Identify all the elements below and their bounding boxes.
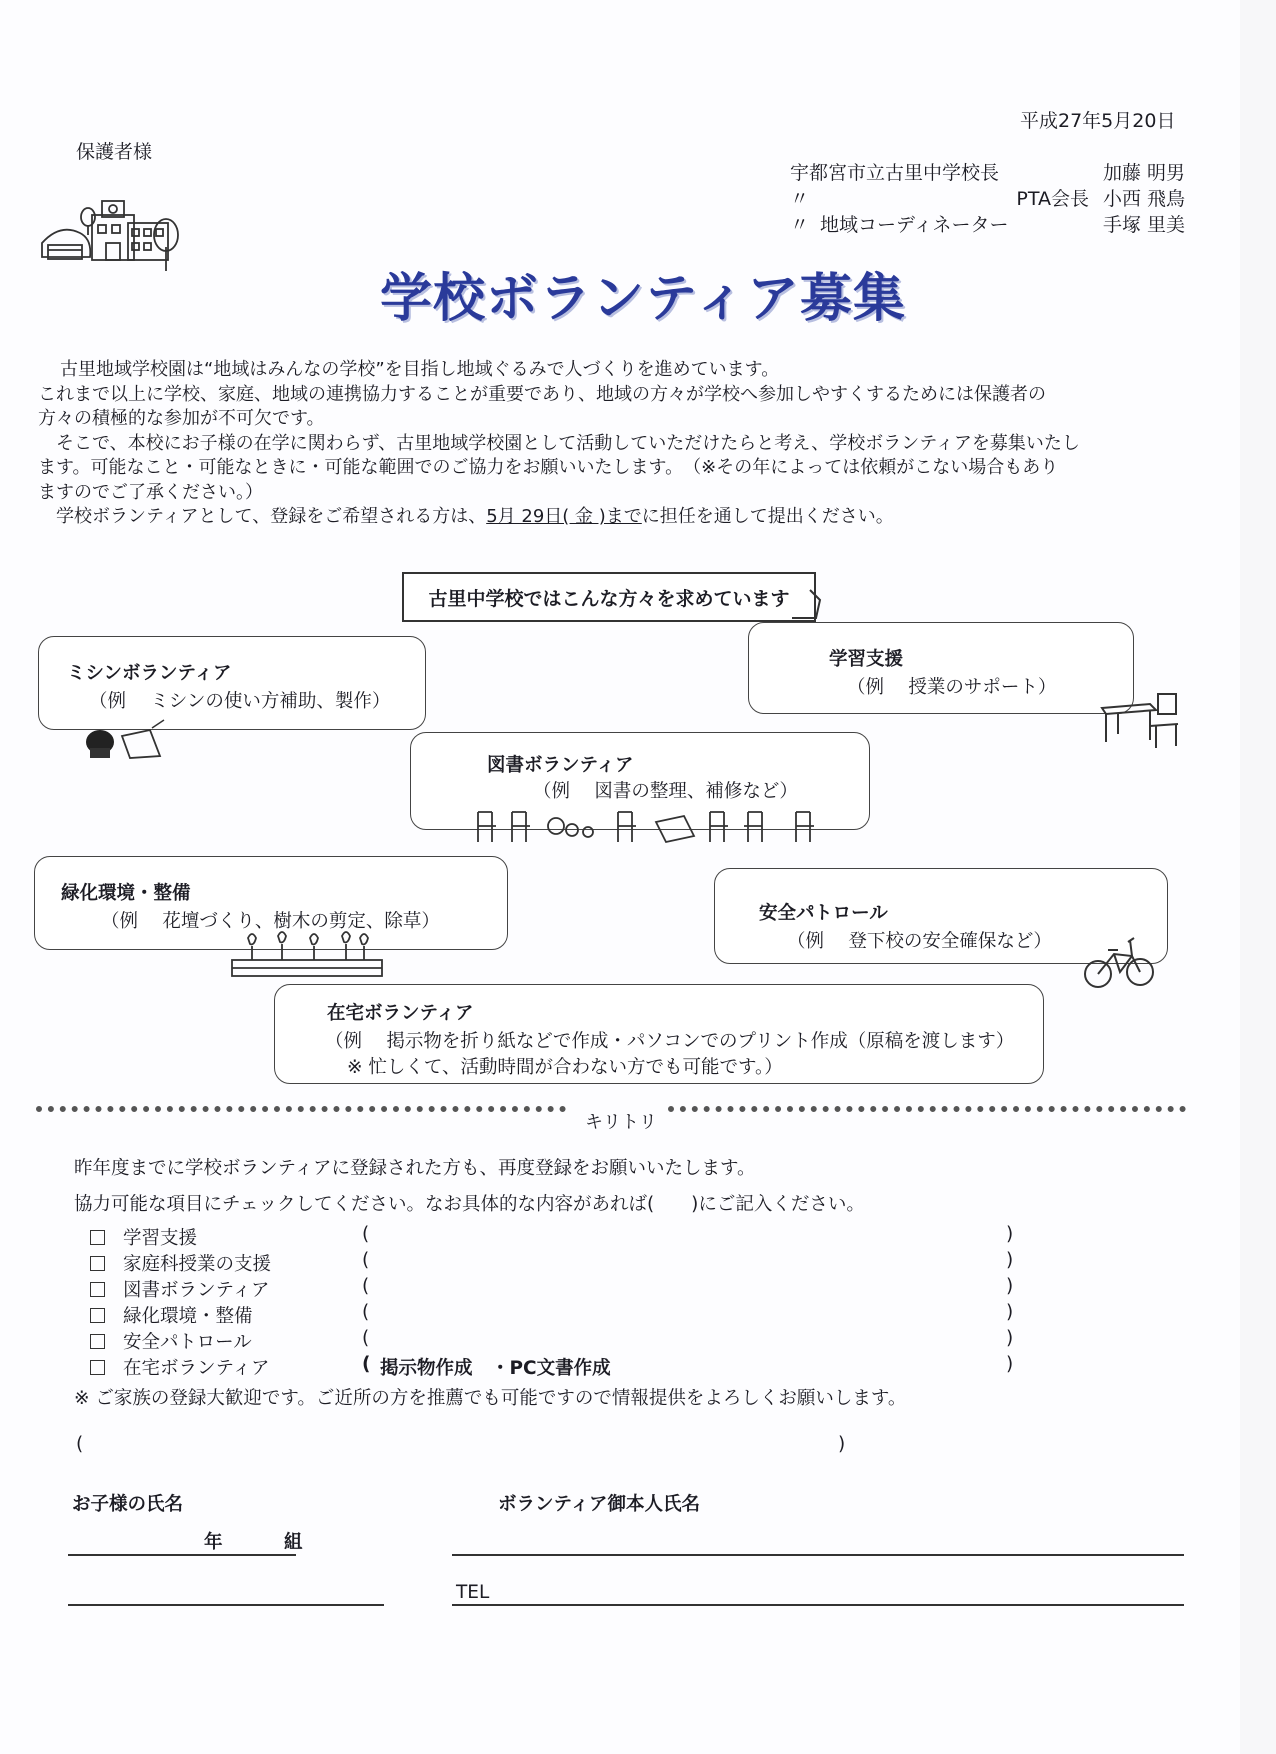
close-paren: ): [1006, 1224, 1014, 1245]
signer-role: 地域コーディネーター: [820, 214, 1009, 236]
ditto-mark: 〃: [790, 214, 810, 236]
signers-block: [790, 158, 1185, 236]
close-paren: ): [1006, 1276, 1014, 1297]
close-paren: ): [1006, 1250, 1014, 1271]
signer-row: [790, 210, 1185, 236]
checkbox[interactable]: [90, 1282, 105, 1297]
signer-name: 小西 飛鳥: [1102, 188, 1185, 210]
open-paren: (: [362, 1250, 370, 1271]
category-name: 安全パトロール: [759, 903, 888, 924]
category-sewing: [38, 636, 426, 730]
cut-line-left: [36, 1106, 566, 1118]
intro-paragraph: そこで、本校にお子様の在学に関わらず、古里地域学校園として活動していただけたらと考え、学校ボランティアを募集いたし: [56, 432, 1080, 454]
close-paren: ): [1006, 1354, 1014, 1375]
open-paren: (: [362, 1328, 370, 1349]
category-home: [274, 984, 1044, 1084]
category-example: （例 花壇づくり、樹木の剪定、除草）: [101, 911, 440, 932]
category-example: （例 登下校の安全確保など）: [787, 931, 1052, 952]
signer-name: 手塚 里美: [1102, 214, 1185, 236]
intro-paragraph: ます。可能なこと・可能なときに・可能な範囲でのご協力をお願いいたします。 （※その年によっては依頼がこない場合もあり: [38, 457, 1059, 478]
preset-detail: 掲示物作成 ・PC文書作成: [380, 1358, 611, 1379]
category-example: （例 掲示物を折り紙などで作成・パソコンでのプリント作成（原稿を渡します）: [325, 1031, 1015, 1052]
tel-line[interactable]: [452, 1604, 1184, 1606]
open-paren: (: [362, 1224, 370, 1245]
category-note: ※ 忙しくて、活動時間が合わない方でも可能です。）: [347, 1057, 783, 1078]
checklist-item[interactable]: [90, 1250, 271, 1276]
category-name: 在宅ボランティア: [327, 1003, 474, 1024]
flower-bed-icon: [228, 926, 386, 980]
tel-label: TEL: [456, 1582, 490, 1603]
chairs-and-books-icon: [470, 808, 830, 848]
checklist-label: 緑化環境・整備: [123, 1306, 253, 1327]
category-name: 緑化環境・整備: [61, 883, 191, 904]
checklist-label: 家庭科授業の支援: [123, 1254, 272, 1275]
recipient: 保護者様: [76, 141, 153, 163]
volunteer-name-label: ボランティア御本人氏名: [498, 1494, 701, 1515]
intro-text: [38, 358, 1188, 530]
ditto-mark: 〃: [790, 188, 810, 210]
checklist-label: 学習支援: [123, 1228, 198, 1249]
category-example: （例 図書の整理、補修など）: [533, 781, 798, 802]
checkbox[interactable]: [90, 1308, 105, 1323]
open-paren: (: [362, 1354, 371, 1375]
form-instruction: 昨年度までに学校ボランティアに登録された方も、再度登録をお願いいたします。: [74, 1158, 756, 1179]
checkbox[interactable]: [90, 1230, 105, 1245]
close-paren: ): [1006, 1328, 1014, 1349]
checklist-item[interactable]: [90, 1354, 270, 1380]
signer-role: 宇都宮市立古里中学校長: [790, 162, 1000, 184]
callout-tail-icon: [790, 572, 820, 618]
intro-paragraph: 古里地域学校園は“地域はみんなの学校”を目指し地域ぐるみで人づくりを進めています。: [60, 359, 780, 380]
checkbox[interactable]: [90, 1256, 105, 1271]
school-building-icon: [40, 195, 180, 275]
issue-date: 平成27年5月20日: [1020, 110, 1176, 132]
grade-class-line[interactable]: [68, 1554, 296, 1556]
deadline-date: 5月 29日( 金 )まで: [486, 506, 642, 527]
page-title: 学校ボランティア募集: [380, 269, 906, 329]
signer-role: PTA会長: [1016, 188, 1089, 210]
cut-line-label: キリトリ: [585, 1112, 657, 1133]
open-paren: (: [362, 1302, 370, 1323]
grade-label: 年: [204, 1532, 223, 1553]
category-example: （例 ミシンの使い方補助、製作）: [89, 691, 391, 712]
sewing-supplies-icon: [80, 718, 170, 760]
volunteer-name-line[interactable]: [452, 1554, 1184, 1556]
open-paren: (: [362, 1276, 370, 1297]
intro-paragraph: [38, 505, 1188, 530]
family-note: ※ ご家族の登録大歓迎です。ご近所の方を推薦でも可能ですので情報提供をよろしくお願いします。: [74, 1388, 907, 1409]
class-label: 組: [284, 1532, 303, 1553]
callout-text: 古里中学校ではこんな方々を求めています: [428, 587, 790, 610]
category-name: 図書ボランティア: [487, 755, 634, 776]
category-example: （例 授業のサポート）: [847, 677, 1057, 698]
checklist-item[interactable]: [90, 1224, 197, 1250]
callout-box: [402, 572, 816, 622]
signer-name: 加藤 明男: [1102, 162, 1185, 184]
bicycle-icon: [1082, 932, 1156, 992]
cut-line-right: [668, 1106, 1186, 1118]
open-paren: (: [76, 1434, 84, 1455]
checklist-item[interactable]: [90, 1276, 270, 1302]
close-paren: ): [1006, 1302, 1014, 1323]
deadline-prefix: 学校ボランティアとして、登録をご希望される方は、: [56, 506, 487, 527]
checklist-label: 在宅ボランティア: [123, 1358, 270, 1379]
deadline-suffix: に担任を通して提出ください。: [641, 506, 894, 527]
checkbox[interactable]: [90, 1334, 105, 1349]
child-name-line[interactable]: [68, 1604, 384, 1606]
category-name: ミシンボランティア: [67, 663, 232, 684]
child-name-label: お子様の氏名: [72, 1494, 184, 1515]
checklist-label: 図書ボランティア: [123, 1280, 270, 1301]
intro-paragraph: 方々の積極的な参加が不可欠です。: [38, 408, 325, 429]
category-study: [748, 622, 1134, 714]
close-paren: ): [838, 1434, 846, 1455]
category-name: 学習支援: [829, 649, 904, 670]
intro-paragraph: これまで以上に学校、家庭、地域の連携協力することが重要であり、地域の方々が学校へ参加しやすくするためには保護者の: [38, 383, 1046, 405]
desk-chair-icon: [1100, 690, 1182, 750]
checklist-item[interactable]: [90, 1302, 253, 1328]
signer-row: [790, 158, 1185, 184]
form-instruction: 協力可能な項目にチェックしてください。なお具体的な内容があれば( )にご記入ください。: [74, 1194, 865, 1215]
intro-paragraph: ますのでご了承ください。）: [38, 481, 263, 503]
checklist-item[interactable]: [90, 1328, 252, 1354]
signer-row: [790, 184, 1185, 210]
checkbox[interactable]: [90, 1360, 105, 1375]
checklist-label: 安全パトロール: [123, 1332, 252, 1353]
